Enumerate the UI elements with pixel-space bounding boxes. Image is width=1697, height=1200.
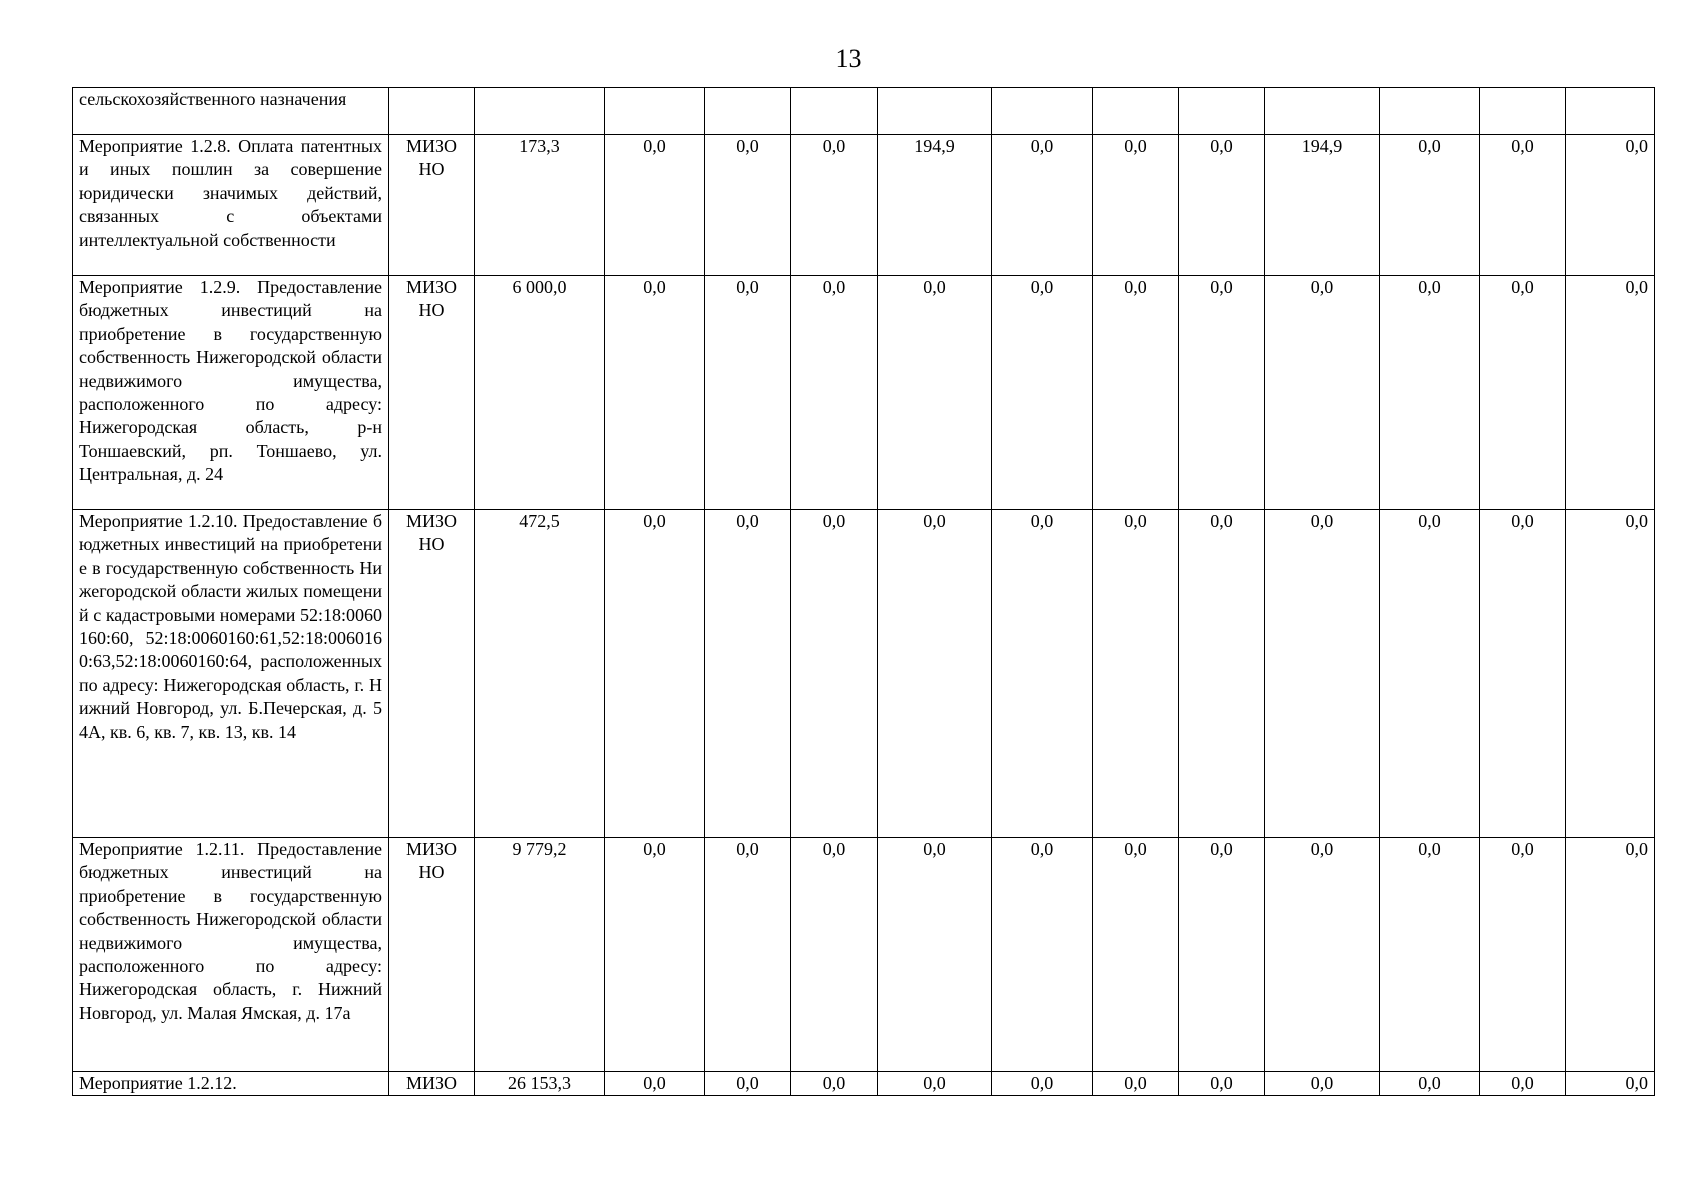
- value-cell: [791, 88, 878, 135]
- measure-name-cell: [73, 838, 389, 1072]
- table-row: [73, 276, 1655, 510]
- value-cell: [1480, 88, 1566, 135]
- measure-name-cell: [73, 88, 389, 135]
- value-cell: 26 153,3: [475, 1072, 605, 1096]
- table-row: [73, 1072, 1655, 1096]
- value-cell: 0,0: [1093, 1072, 1179, 1096]
- value-cell: 0,0: [878, 1072, 992, 1096]
- value-cell: [1265, 88, 1380, 135]
- measure-name: Мероприятие 1.2.10. Предоставление бюджетных инвестиций на приобретение в государственную собственность Нижегородской области жилых помещений с кадастровыми номерами 52:18:0060160:60, 52:18:0060160:61,52:18:0060160:63,52:18:0060160:64, расположенных по адресу: Нижегородская область, г. Нижний Новгород, ул. Б.Печерская, д. 54А, кв. 6, кв. 7, кв. 13, кв. 14: [79, 511, 382, 742]
- value-cell: [992, 88, 1093, 135]
- value-cell: 0,0: [605, 1072, 705, 1096]
- value-cell: 0,0: [1179, 1072, 1265, 1096]
- executor-cell: [389, 838, 475, 1072]
- value-cell: 0,0: [791, 135, 878, 276]
- value-cell: 0,0: [878, 276, 992, 510]
- value-cell: 0,0: [992, 838, 1093, 1072]
- value-cell: 194,9: [1265, 135, 1380, 276]
- value-cell: 0,0: [1093, 510, 1179, 838]
- table-row: [73, 88, 1655, 135]
- value-cell: 0,0: [1480, 1072, 1566, 1096]
- value-cell: 0,0: [1179, 276, 1265, 510]
- value-cell: 0,0: [791, 838, 878, 1072]
- measure-name: Мероприятие 1.2.8. Оплата патентных и иных пошлин за совершение юридически значимых действий, связанных с объектами интеллектуальной собственности: [79, 136, 382, 250]
- value-cell: [475, 88, 605, 135]
- value-cell: [1380, 88, 1480, 135]
- executor: МИЗО НО: [405, 136, 458, 180]
- value-cell: 0,0: [791, 276, 878, 510]
- executor-cell: [389, 276, 475, 510]
- value-cell: 0,0: [705, 276, 791, 510]
- value-cell: 0,0: [992, 135, 1093, 276]
- value-cell: 0,0: [1179, 510, 1265, 838]
- executor-cell: [389, 1072, 475, 1096]
- value-cell: 0,0: [791, 1072, 878, 1096]
- measure-name: Мероприятие 1.2.9. Предоставление бюджетных инвестиций на приобретение в государственную собственность Нижегородской области недвижимого имущества, расположенного по адресу: Нижегородская область, р-н Тоншаевский, рп. Тоншаево, ул. Центральная, д. 24: [79, 277, 382, 485]
- value-cell: 0,0: [1179, 838, 1265, 1072]
- value-cell: 0,0: [1380, 135, 1480, 276]
- measure-name-cell: [73, 276, 389, 510]
- measure-name-cell: [73, 135, 389, 276]
- value-cell: 0,0: [1265, 838, 1380, 1072]
- value-cell: 0,0: [1480, 276, 1566, 510]
- value-cell: 0,0: [705, 135, 791, 276]
- value-cell: 0,0: [878, 510, 992, 838]
- value-cell: 173,3: [475, 135, 605, 276]
- value-cell: 0,0: [705, 838, 791, 1072]
- value-cell: 0,0: [1093, 135, 1179, 276]
- value-cell: 0,0: [1265, 276, 1380, 510]
- value-cell: 0,0: [1380, 1072, 1480, 1096]
- value-cell: 0,0: [992, 1072, 1093, 1096]
- measure-name-cell: [73, 1072, 389, 1096]
- value-cell: 0,0: [1265, 510, 1380, 838]
- value-cell: 0,0: [605, 276, 705, 510]
- executor: МИЗО НО: [405, 839, 458, 883]
- value-cell: [605, 88, 705, 135]
- value-cell: 0,0: [1566, 276, 1655, 510]
- executor-cell: [389, 510, 475, 838]
- value-cell: 0,0: [605, 510, 705, 838]
- value-cell: [1179, 88, 1265, 135]
- value-cell: 0,0: [1380, 838, 1480, 1072]
- value-cell: 0,0: [1480, 510, 1566, 838]
- measure-name-cell: [73, 510, 389, 838]
- executor-cell: [389, 88, 475, 135]
- value-cell: 0,0: [1179, 135, 1265, 276]
- value-cell: 0,0: [992, 276, 1093, 510]
- value-cell: 0,0: [1566, 135, 1655, 276]
- value-cell: 472,5: [475, 510, 605, 838]
- value-cell: 0,0: [992, 510, 1093, 838]
- measure-name: сельскохозяйственного назначения: [79, 89, 347, 109]
- executor: МИЗО НО: [405, 277, 458, 321]
- value-cell: 0,0: [705, 510, 791, 838]
- value-cell: 0,0: [1566, 1072, 1655, 1096]
- measure-name: Мероприятие 1.2.11. Предоставление бюджетных инвестиций на приобретение в государственную собственность Нижегородской области недвижимого имущества, расположенного по адресу: Нижегородская область, г. Нижний Новгород, ул. Малая Ямская, д. 17а: [79, 839, 382, 1023]
- value-cell: 9 779,2: [475, 838, 605, 1072]
- value-cell: 0,0: [1380, 510, 1480, 838]
- value-cell: 0,0: [705, 1072, 791, 1096]
- value-cell: 0,0: [1480, 135, 1566, 276]
- page-number: 13: [835, 44, 862, 73]
- value-cell: 0,0: [1566, 838, 1655, 1072]
- executor-cell: [389, 135, 475, 276]
- executor: МИЗО: [405, 1073, 458, 1093]
- value-cell: 0,0: [791, 510, 878, 838]
- measure-name: Мероприятие 1.2.12.: [79, 1073, 237, 1093]
- value-cell: 0,0: [605, 135, 705, 276]
- table-body: [73, 88, 1655, 1096]
- table-row: [73, 510, 1655, 838]
- value-cell: 0,0: [1566, 510, 1655, 838]
- table-row: [73, 838, 1655, 1072]
- value-cell: 0,0: [1093, 276, 1179, 510]
- value-cell: 0,0: [878, 838, 992, 1072]
- value-cell: 6 000,0: [475, 276, 605, 510]
- value-cell: 0,0: [1093, 838, 1179, 1072]
- value-cell: 0,0: [1265, 1072, 1380, 1096]
- value-cell: [1093, 88, 1179, 135]
- executor: МИЗО НО: [405, 511, 458, 555]
- value-cell: 0,0: [605, 838, 705, 1072]
- value-cell: [878, 88, 992, 135]
- value-cell: 194,9: [878, 135, 992, 276]
- value-cell: 0,0: [1380, 276, 1480, 510]
- value-cell: [1566, 88, 1655, 135]
- table-row: [73, 135, 1655, 276]
- budget-table: [72, 87, 1655, 1096]
- value-cell: 0,0: [1480, 838, 1566, 1072]
- value-cell: [705, 88, 791, 135]
